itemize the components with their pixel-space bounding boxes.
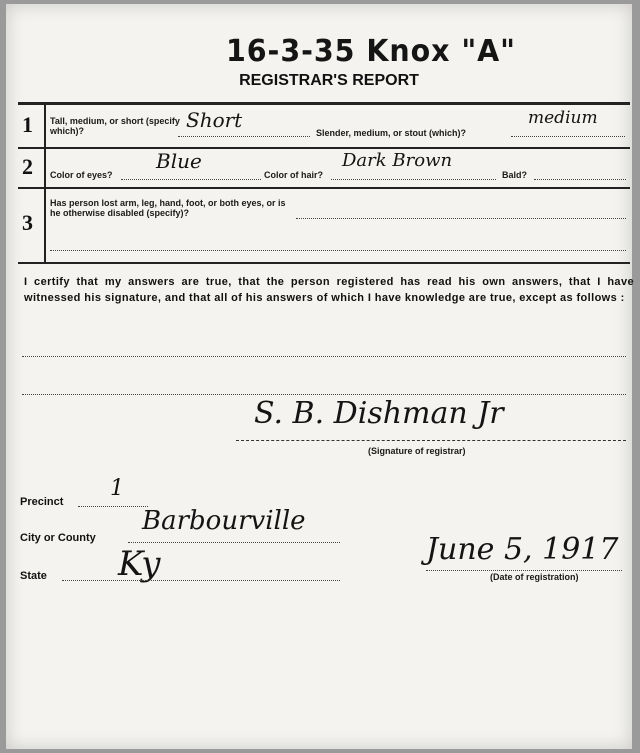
height-label: Tall, medium, or short (specify which)? — [50, 116, 180, 136]
build-answer: medium — [528, 108, 598, 128]
state-label: State — [20, 570, 47, 582]
row-number-3: 3 — [22, 210, 33, 235]
height-answer-line — [178, 136, 310, 137]
hair-color-line — [331, 179, 496, 180]
precinct-value: 1 — [110, 476, 124, 501]
city-value: Barbourville — [142, 506, 306, 536]
table-bottom-border — [18, 262, 630, 264]
state-line — [62, 580, 340, 581]
row-divider-2 — [18, 187, 630, 189]
precinct-line — [78, 506, 148, 507]
signature-caption: (Signature of registrar) — [368, 446, 466, 456]
row-divider-1 — [18, 147, 630, 149]
row-number-2: 2 — [22, 154, 33, 179]
precinct-label: Precinct — [20, 496, 64, 508]
build-label: Slender, medium, or stout (which)? — [316, 128, 467, 138]
certification-text: I certify that my answers are true, that the person registered has read his own answers, that I have witnessed his signature, and that all of his answers of which I have knowledge are true, except as follows : — [24, 276, 634, 304]
date-line — [426, 570, 622, 571]
hair-color-label: Color of hair? — [264, 170, 323, 180]
city-label: City or County — [20, 532, 96, 544]
disability-label: Has person lost arm, leg, hand, foot, or both eyes, or is he otherwise disabled (specify)? — [50, 198, 286, 218]
signature-line — [236, 440, 626, 441]
registration-date: June 5, 1917 — [426, 532, 619, 567]
table-top-border — [18, 102, 630, 105]
disability-line-1 — [296, 218, 626, 219]
eye-color-line — [121, 179, 261, 180]
registrar-report-card — [6, 4, 632, 749]
eye-color-answer: Blue — [156, 149, 202, 173]
city-line — [128, 542, 340, 543]
hair-color-answer: Dark Brown — [342, 150, 453, 171]
row-number-1: 1 — [22, 112, 33, 137]
date-caption: (Date of registration) — [490, 572, 579, 582]
card-stamp: 16-3-35 Knox "A" — [226, 34, 516, 69]
state-value: Ky — [118, 544, 161, 584]
table-number-divider — [44, 102, 46, 262]
height-answer: Short — [186, 108, 243, 132]
eye-color-label: Color of eyes? — [50, 170, 113, 180]
build-answer-line — [511, 136, 625, 137]
exceptions-line-2 — [22, 394, 626, 395]
exceptions-line-1 — [22, 356, 626, 357]
page-title: REGISTRAR'S REPORT — [239, 72, 419, 89]
bald-label: Bald? — [502, 170, 528, 180]
registrar-signature: S. B. Dishman Jr — [254, 396, 504, 431]
disability-line-2 — [50, 250, 626, 251]
bald-line — [534, 179, 626, 180]
